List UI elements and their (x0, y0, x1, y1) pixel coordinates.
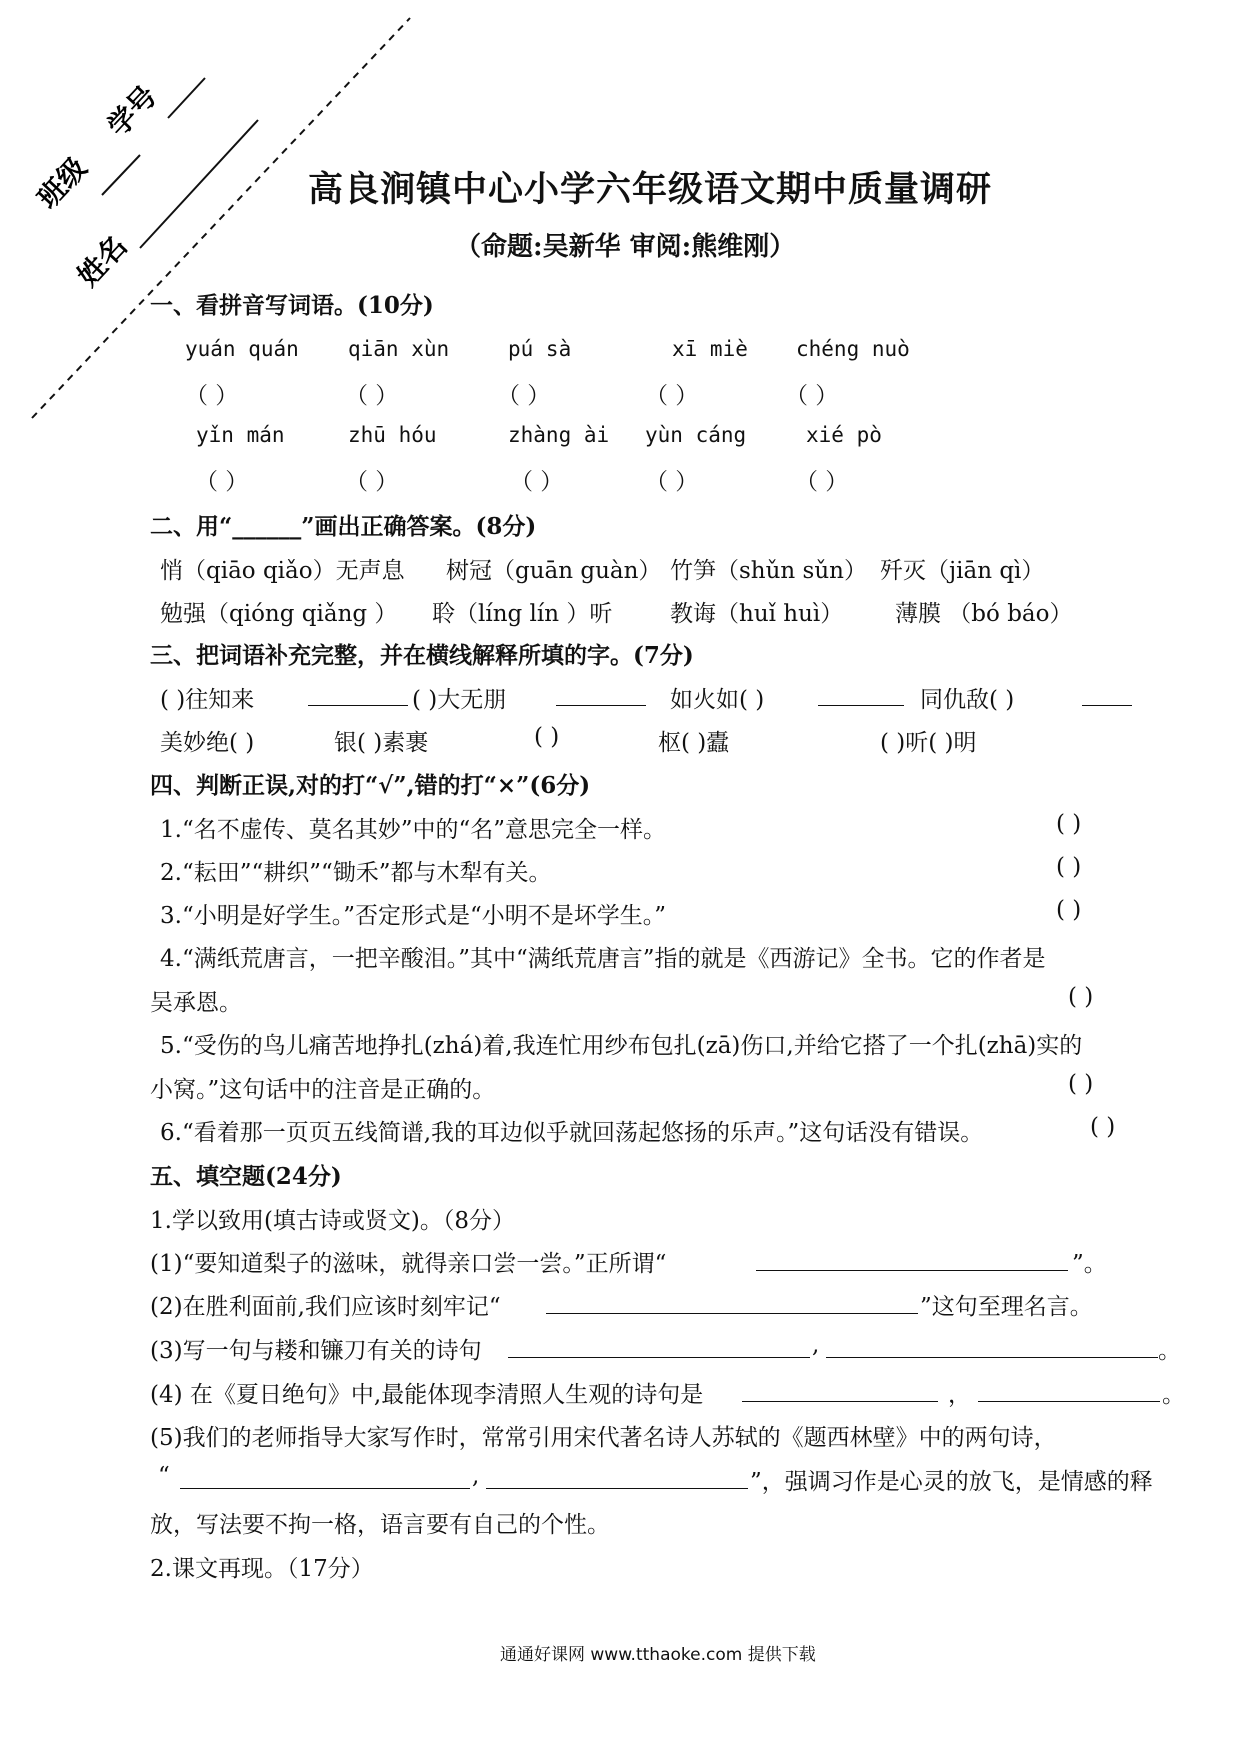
choice-item: 薄膜 （bó báo） (895, 601, 1073, 627)
choice-item: 竹笋（shǔn sǔn） (670, 558, 867, 584)
answer-line[interactable] (978, 1401, 1160, 1402)
answer-line[interactable] (756, 1270, 1068, 1271)
answer-line[interactable] (818, 705, 904, 706)
judge-bracket[interactable]: ( ) (1056, 897, 1082, 923)
judge-bracket[interactable]: ( ) (1068, 1071, 1094, 1097)
idiom-item: ( )大无朋 (412, 687, 507, 713)
judge-bracket[interactable]: ( ) (1068, 984, 1094, 1010)
name-label: 姓名 (70, 229, 134, 293)
idiom-item: 银( )素裹 (334, 730, 429, 756)
judge-item: 6.“看着那一页页五线简谱,我的耳边似乎就回荡起悠扬的乐声。”这句话没有错误。 (160, 1120, 984, 1146)
fill-q2-text: (2)在胜利面前,我们应该时刻牢记“ (150, 1294, 501, 1320)
answer-line[interactable] (508, 1357, 810, 1358)
answer-line[interactable] (546, 1313, 918, 1314)
idiom-item: 美妙绝( ) (160, 730, 255, 756)
pinyin-item: pú sà (508, 337, 572, 361)
page-title: 高良涧镇中心小学六年级语文期中质量调研 (308, 169, 993, 210)
fill-q2-end: ”这句至理名言。 (920, 1294, 1093, 1320)
idiom-item: 同仇敌( ) (920, 687, 1015, 713)
section-2-heading: 二、用“______”画出正确答案。(8分) (150, 513, 537, 540)
fill-q1-end: ”。 (1072, 1251, 1107, 1277)
fill-q5-text: (5)我们的老师指导大家写作时，常常引用宋代著名诗人苏轼的《题西林壁》中的两句诗， (150, 1425, 1057, 1451)
answer-bracket[interactable]: （ ） (185, 383, 239, 409)
answer-line[interactable] (486, 1488, 748, 1489)
idiom-item: ( ) (534, 724, 560, 750)
answer-bracket[interactable]: （ ） (785, 383, 839, 409)
class-blank (102, 155, 140, 195)
student-no-blank (168, 78, 205, 118)
judge-bracket[interactable]: ( ) (1056, 854, 1082, 880)
fill-q4-text: (4) 在《夏日绝句》中,最能体现李清照人生观的诗句是 (150, 1382, 704, 1408)
pinyin-item: zhū hóu (348, 423, 437, 447)
judge-bracket[interactable]: ( ) (1090, 1114, 1116, 1140)
answer-line[interactable] (1082, 705, 1132, 706)
idiom-item: 枢( )蠹 (658, 730, 730, 756)
answer-line[interactable] (556, 705, 646, 706)
answer-bracket[interactable]: （ ） (645, 469, 699, 495)
pinyin-item: xī miè (672, 337, 748, 361)
section-5-heading: 五、填空题(24分) (150, 1163, 342, 1190)
fill-q3-comma: , (812, 1332, 820, 1358)
name-blank (140, 120, 258, 248)
fill-q3-text: (3)写一句与耧和镰刀有关的诗句 (150, 1338, 482, 1364)
pinyin-item: yùn cáng (645, 423, 747, 447)
choice-item: 勉强（qióng qiǎng ） (160, 601, 398, 627)
choice-item: 悄（qiāo qiǎo）无声息 (160, 558, 405, 584)
page-subtitle: （命题:吴新华 审阅:熊维刚） (455, 232, 796, 262)
fill-q4-comma: ， (948, 1382, 971, 1408)
pinyin-item: yuán quán (185, 337, 299, 361)
subsection-2: 2.课文再现。（17分） (150, 1556, 374, 1582)
judge-item: 吴承恩。 (150, 990, 242, 1016)
pinyin-item: xié pò (806, 423, 882, 447)
fill-q3-end: 。 (1158, 1338, 1181, 1364)
judge-item: 3.“小明是好学生。”否定形式是“小明不是坏学生。” (160, 903, 666, 929)
idiom-item: ( )听( )明 (880, 730, 977, 756)
answer-bracket[interactable]: （ ） (497, 383, 551, 409)
pinyin-item: zhàng ài (508, 423, 610, 447)
section-3-heading: 三、把词语补充完整，并在横线解释所填的字。(7分) (150, 642, 694, 669)
judge-item: 5.“受伤的鸟儿痛苦地挣扎(zhá)着,我连忙用纱布包扎(zā)伤口,并给它搭了一个扎(zhā)实的 (160, 1033, 1083, 1059)
answer-line[interactable] (826, 1357, 1158, 1358)
fill-q5-text-3: 放，写法要不拘一格，语言要有自己的个性。 (150, 1512, 610, 1538)
judge-bracket[interactable]: ( ) (1056, 811, 1082, 837)
fill-q1-text: (1)“要知道梨子的滋味，就得亲口尝一尝。”正所谓“ (150, 1251, 667, 1277)
subsection-1: 1.学以致用(填古诗或贤文)。（8分） (150, 1208, 516, 1234)
answer-bracket[interactable]: （ ） (195, 469, 249, 495)
choice-item: 聆（líng lín ）听 (432, 601, 613, 627)
section-1-heading: 一、看拼音写词语。(10分) (150, 292, 434, 319)
judge-item: 2.“耘田”“耕织”“锄禾”都与木犁有关。 (160, 860, 552, 886)
idiom-item: ( )往知来 (160, 687, 255, 713)
answer-bracket[interactable]: （ ） (795, 469, 849, 495)
answer-line[interactable] (180, 1488, 470, 1489)
fill-q5-comma: , (472, 1463, 480, 1489)
answer-line[interactable] (308, 705, 408, 706)
choice-item: 歼灭（jiān qì） (880, 558, 1045, 584)
answer-bracket[interactable]: （ ） (510, 469, 564, 495)
fill-q4-end: 。 (1162, 1382, 1185, 1408)
fill-q5-open: “ (158, 1463, 170, 1489)
choice-item: 树冠（guān guàn） (446, 558, 662, 584)
fill-q5-text-2: ”，强调习作是心灵的放飞，是情感的释 (750, 1469, 1153, 1495)
student-no-label: 学号 (100, 79, 164, 143)
judge-item: 1.“名不虚传、莫名其妙”中的“名”意思完全一样。 (160, 817, 666, 843)
judge-item: 小窝。”这句话中的注音是正确的。 (150, 1077, 496, 1103)
answer-bracket[interactable]: （ ） (345, 469, 399, 495)
pinyin-item: yǐn mán (196, 423, 285, 447)
pinyin-item: qiān xùn (348, 337, 450, 361)
choice-item: 教诲（huǐ huì） (670, 601, 844, 627)
answer-bracket[interactable]: （ ） (645, 383, 699, 409)
answer-line[interactable] (742, 1401, 938, 1402)
class-label: 班级 (30, 151, 94, 215)
idiom-item: 如火如( ) (670, 687, 765, 713)
answer-bracket[interactable]: （ ） (345, 383, 399, 409)
judge-item: 4.“满纸荒唐言，一把辛酸泪。”其中“满纸荒唐言”指的就是《西游记》全书。它的作者是 (160, 946, 1046, 972)
pinyin-item: chéng nuò (796, 337, 910, 361)
footer-credit: 通通好课网 www.tthaoke.com 提供下载 (500, 1645, 816, 1665)
section-4-heading: 四、判断正误,对的打“√”,错的打“×”(6分) (150, 772, 591, 799)
